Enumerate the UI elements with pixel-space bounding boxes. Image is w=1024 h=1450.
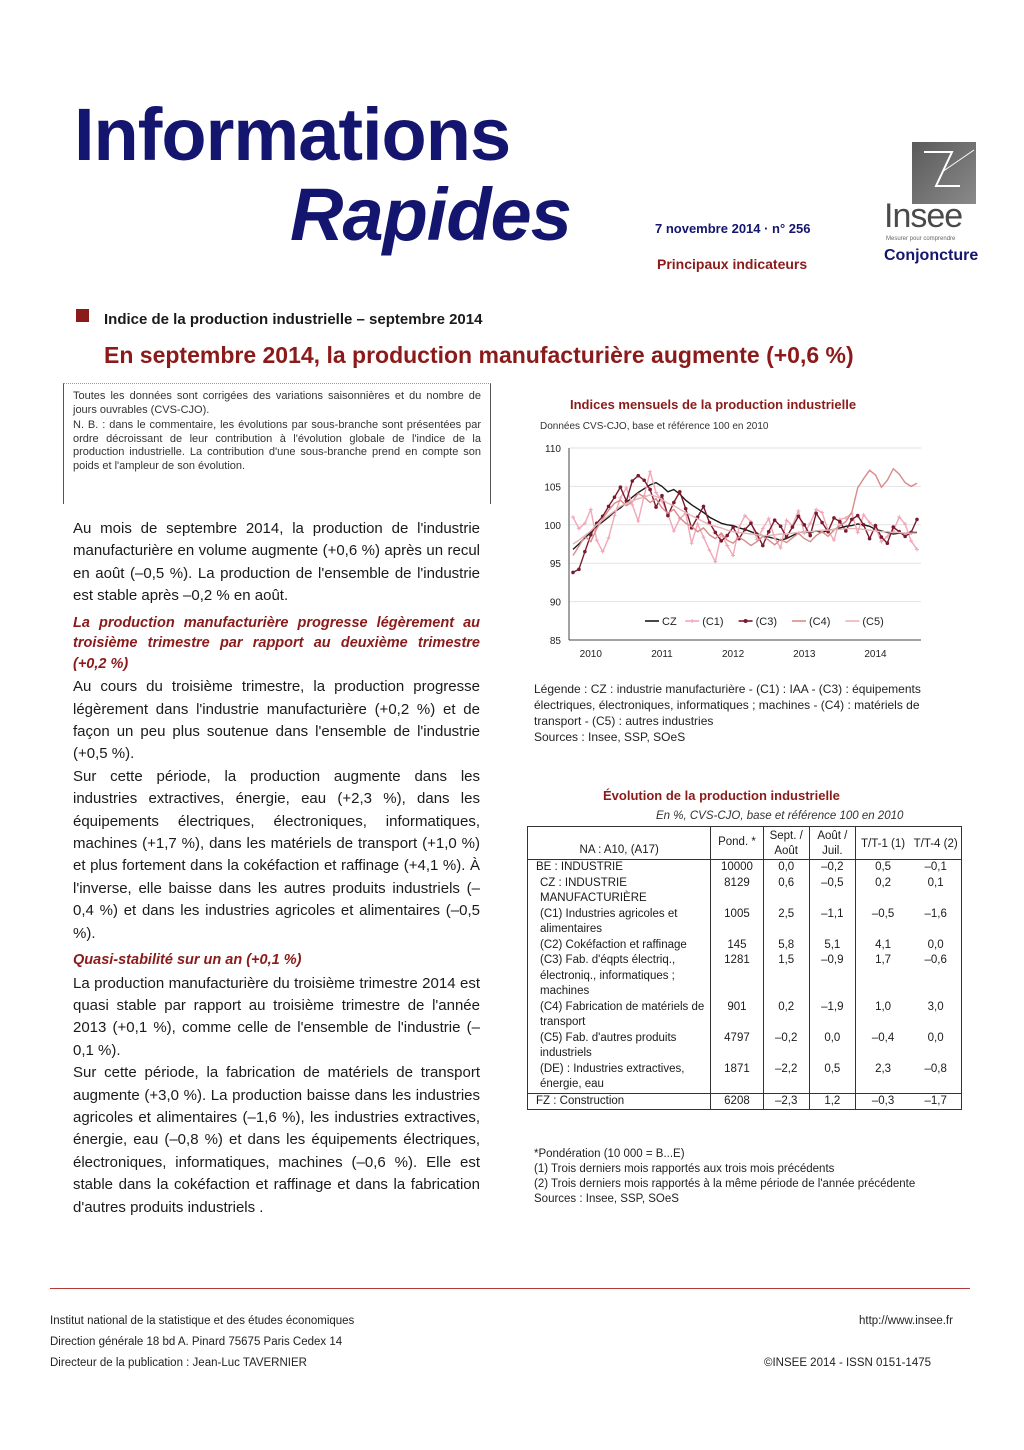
chart-data-point: [868, 537, 872, 541]
table-cell-value: 2,3: [875, 1062, 892, 1075]
table-cell-label: CZ : INDUSTRIE MANUFACTURIÈRE: [528, 876, 711, 907]
chart-data-point: [856, 530, 860, 534]
table-header: Pond. *: [711, 827, 763, 860]
chart-data-point: [803, 523, 807, 527]
table-cell-label: (C2) Cokéfaction et raffinage: [528, 938, 711, 954]
table-sources: Sources : Insee, SSP, SOeS: [534, 1193, 679, 1205]
table-cell-value: 5,8: [763, 938, 809, 954]
table-cell-value: –0,4: [871, 1031, 895, 1044]
chart-legend-label: (C1): [702, 616, 724, 628]
chart-data-point: [648, 488, 652, 492]
chart-data-point: [850, 518, 854, 522]
table-header: T/T-4 (2): [910, 827, 961, 860]
headline: En septembre 2014, la production manufacturière augmente (+0,6 %): [104, 342, 854, 368]
footer-institute: Institut national de la statistique et des études économiques: [50, 1315, 355, 1327]
chart-subtitle: Données CVS-CJO, base et référence 100 en 2010: [540, 421, 769, 432]
chart-legend-swatch: [744, 619, 748, 623]
insee-logo-name: Insee: [884, 197, 963, 235]
table-header: T/T-1 (1): [861, 838, 906, 850]
chart-data-point: [880, 535, 884, 539]
chart-x-tick-label: 2011: [651, 649, 673, 660]
insee-logo-tagline: Mesurer pour comprendre: [886, 236, 956, 242]
table-cell-value: 0,5: [875, 861, 892, 873]
chart-data-point: [702, 505, 706, 509]
production-table: [527, 826, 962, 1110]
table-row: [528, 1000, 962, 1031]
chart-data-point: [808, 534, 812, 538]
footer-divider: [50, 1288, 970, 1289]
chart-data-point: [577, 568, 581, 572]
chart-legend-swatch: [690, 619, 694, 623]
subheading-yearly: Quasi-stabilité sur un an (+0,1 %): [73, 952, 302, 968]
chart-sources: Sources : Insee, SSP, SOeS: [534, 730, 686, 744]
chart-x-tick-label: 2014: [864, 649, 887, 660]
chart-data-point: [648, 470, 652, 474]
chart-data-point: [714, 531, 718, 535]
table-cell-value: 1,5: [763, 953, 809, 1000]
chart-series-line: [573, 469, 917, 556]
table-row: [528, 1062, 962, 1094]
note-paragraph-2: N. B. : dans le commentaire, les évolutions par sous-branche sont présentées par ordre décroissant de leur contribution à l'évolution globale de l'indice de la production industrielle. La contribution d'une sous-branche prend en compte son poids et l'ampleur de son évolution.: [73, 419, 481, 472]
chart-data-point: [886, 541, 890, 545]
chart-data-point: [571, 571, 575, 575]
issue-date: 7 novembre 2014 · n° 256: [655, 221, 811, 236]
chart-legend-note: [534, 681, 944, 745]
table-cell-value: 2,5: [763, 907, 809, 938]
chart-data-point: [761, 544, 765, 548]
table-title: Évolution de la production industrielle: [603, 788, 840, 803]
chart-legend-label: (C5): [862, 616, 884, 628]
chart-data-point: [903, 535, 907, 539]
footer-copyright: ©INSEE 2014 - ISSN 0151-1475: [764, 1357, 932, 1369]
chart-data-point: [862, 523, 866, 527]
table-cell-label: (C1) Industries agricoles et alimentaires: [528, 907, 711, 938]
table-cell-value: 0,0: [809, 1031, 855, 1062]
chart-y-tick-label: 100: [544, 520, 561, 532]
table-header: Sept. / Août: [763, 827, 809, 860]
table-cell-weight: 6208: [711, 1093, 763, 1110]
chart-data-point: [619, 485, 623, 489]
table-cell-value: 0,5: [809, 1062, 855, 1094]
table-cell-label: (C4) Fabrication de matériels de transport: [528, 1000, 711, 1031]
table-cell-value: 5,1: [809, 938, 855, 954]
table-cell-value: –0,3: [871, 1094, 895, 1107]
note-paragraph-1: Toutes les données sont corrigées des variations saisonnières et du nombre de jours ouvrables (CVS-CJO).: [73, 390, 481, 416]
chart-data-point: [678, 490, 682, 494]
table-cell-weight: 4797: [711, 1031, 763, 1062]
article-body: [73, 518, 480, 1219]
chart-data-point: [832, 516, 836, 520]
table-cell-value: 4,1: [875, 938, 892, 951]
chart-data-point: [684, 507, 688, 511]
table-cell-label: BE : INDUSTRIE: [528, 860, 711, 876]
table-cell-label: (C3) Fab. d'éqpts électriq., électroniq., informatiques ; machines: [528, 953, 711, 1000]
table-cell-label: (C5) Fab. d'autres produits industriels: [528, 1031, 711, 1062]
chart-data-point: [613, 514, 617, 518]
chart-data-point: [642, 478, 646, 482]
chart-data-point: [690, 541, 694, 545]
table-row: [528, 938, 962, 954]
table-row: [528, 876, 962, 907]
methodology-note: [63, 383, 491, 504]
chart-data-point: [797, 515, 801, 519]
chart-x-tick-label: 2012: [722, 649, 745, 660]
footer-address: Direction générale 18 bd A. Pinard 75675 Paris Cedex 14: [50, 1336, 343, 1348]
chart-y-tick-label: 95: [549, 559, 561, 571]
body-paragraph: La production manufacturière du troisième trimestre 2014 est quasi stable par rapport au troisième trimestre de l'année 2013 (+0,1 %), comme celle de l'ensemble de l'industrie (–0,1 %).: [73, 974, 480, 1059]
footer-url-link[interactable]: http://www.insee.fr: [859, 1315, 953, 1327]
table-subtitle: En %, CVS-CJO, base et référence 100 en 2010: [656, 810, 904, 822]
intro-paragraph: Au mois de septembre 2014, la production de l'industrie manufacturière en volume augmente (+0,6 %) après un recul en août (–0,5 %). La production de l'ensemble de l'industrie est stable après –0,2 % en août.: [73, 520, 480, 605]
table-cell-weight: 1281: [711, 953, 763, 1000]
table-row: [528, 953, 962, 1000]
footer-director: Directeur de la publication : Jean-Luc TAVERNIER: [50, 1357, 307, 1369]
table-cell-value: 0,2: [763, 1000, 809, 1031]
table-cell-value: 0,1: [910, 876, 961, 907]
chart-data-point: [779, 525, 783, 529]
chart-legend-label: CZ: [662, 616, 677, 628]
table-cell-weight: 145: [711, 938, 763, 954]
table-cell-value: –0,8: [910, 1062, 961, 1094]
chart-legend-text: Légende : CZ : industrie manufacturière - (C1) : IAA - (C3) : équipements électriques, électroniques, informatiques ; machines - (C4) : matériels de transport - (C5) : autres industries: [534, 682, 921, 728]
chart-data-point: [607, 505, 611, 509]
insee-logo-section: Conjoncture: [884, 247, 979, 264]
table-note-weighting: *Pondération (10 000 = B...E): [534, 1148, 685, 1160]
chart-data-point: [725, 534, 729, 538]
chart-data-point: [589, 533, 593, 537]
table-cell-label: FZ : Construction: [528, 1093, 711, 1110]
table-row: [528, 1093, 962, 1110]
table-cell-value: 3,0: [910, 1000, 961, 1031]
chart-data-point: [672, 501, 676, 505]
chart-data-point: [613, 495, 617, 499]
table-cell-value: –1,1: [809, 907, 855, 938]
table-cell-weight: 10000: [711, 860, 763, 876]
chart-title: Indices mensuels de la production industrielle: [570, 397, 857, 412]
table-cell-value: –0,1: [910, 860, 961, 876]
chart-data-point: [785, 535, 789, 539]
chart-data-point: [915, 518, 919, 522]
chart-data-point: [767, 530, 771, 534]
table-row: [528, 907, 962, 938]
table-cell-value: –0,5: [809, 876, 855, 907]
table-cell-value: 0,0: [910, 938, 961, 954]
table-row: [528, 1031, 962, 1062]
table-notes: [534, 1147, 954, 1207]
table-note-1: (1) Trois derniers mois rapportés aux trois mois précédents: [534, 1163, 835, 1175]
table-cell-value: 0,0: [763, 860, 809, 876]
table-cell-value: –1,9: [809, 1000, 855, 1031]
table-cell-value: –0,5: [871, 907, 895, 920]
chart-data-point: [636, 519, 640, 523]
table-header: NA : A10, (A17): [528, 827, 711, 860]
chart-data-point: [820, 521, 824, 525]
table-header: Août / Juil.: [809, 827, 855, 860]
chart-x-tick-label: 2013: [793, 649, 816, 660]
chart-data-point: [773, 518, 777, 522]
body-paragraph: Au cours du troisième trimestre, la production progresse légèrement dans l'industrie manufacturière (+0,2 %) et de façon un peu plus soutenue dans l'ensemble de l'industrie (+0,5 %).: [73, 678, 480, 763]
table-cell-weight: 901: [711, 1000, 763, 1031]
chart-data-point: [838, 520, 842, 524]
chart-data-point: [743, 528, 747, 532]
table-cell-weight: 1871: [711, 1062, 763, 1094]
table-row: [528, 860, 962, 876]
table-cell-label: (DE) : Industries extractives, énergie, eau: [528, 1062, 711, 1094]
table-cell-value: –0,9: [809, 953, 855, 1000]
chart-data-point: [791, 525, 795, 529]
masthead-title: Informations: [74, 93, 511, 176]
chart-data-point: [874, 524, 878, 528]
chart-legend-label: (C4): [809, 616, 831, 628]
table-cell-value: –0,2: [763, 1031, 809, 1062]
chart-data-point: [814, 511, 818, 515]
section-bullet: [76, 309, 89, 322]
chart-data-point: [583, 550, 587, 554]
table-cell-weight: 1005: [711, 907, 763, 938]
chart-data-point: [660, 494, 664, 498]
chart-data-point: [844, 529, 848, 533]
table-cell-value: –2,3: [763, 1093, 809, 1110]
chart-data-point: [891, 525, 895, 529]
table-cell-value: –0,2: [809, 860, 855, 876]
issue-category: Principaux indicateurs: [657, 256, 808, 272]
table-cell-value: 1,7: [875, 954, 892, 966]
table-cell-value: –0,6: [910, 953, 961, 1000]
chart-data-point: [654, 505, 658, 509]
chart-legend-label: (C3): [755, 616, 777, 628]
section-label: Indice de la production industrielle – septembre 2014: [104, 311, 483, 328]
chart-x-tick-label: 2010: [579, 649, 602, 660]
table-cell-value: 0,0: [910, 1031, 961, 1062]
table-cell-weight: 8129: [711, 876, 763, 907]
table-cell-value: 0,6: [763, 876, 809, 907]
chart-data-point: [631, 479, 635, 483]
table-cell-value: –1,7: [910, 1093, 961, 1110]
table-cell-value: –2,2: [763, 1062, 809, 1094]
chart-data-point: [666, 514, 670, 518]
chart-data-point: [607, 536, 611, 540]
chart-y-tick-label: 90: [549, 597, 561, 609]
chart-data-point: [636, 474, 640, 478]
chart-series-line: [573, 495, 917, 544]
chart-y-tick-label: 85: [549, 636, 561, 647]
chart-data-point: [856, 514, 860, 518]
production-index-chart: [527, 436, 937, 666]
chart-y-tick-label: 110: [545, 444, 561, 455]
body-paragraph: Sur cette période, la fabrication de matériels de transport augmente (+3,0 %). La production baisse dans les industries agricoles et alimentaires (–1,6 %), les industries extractives, énergie, eau (–0,8 %) et dans les équipements électriques, électroniques, informatiques, machines (–0,6 %). Elle est stable dans la cokéfaction et raffinage et dans la fabrication d'autres produits industriels .: [73, 1064, 480, 1216]
table-cell-value: –1,6: [910, 907, 961, 938]
chart-data-point: [589, 507, 593, 511]
insee-logo-icon: [912, 142, 976, 204]
table-note-2: (2) Trois derniers mois rapportés à la même période de l'année précédente: [534, 1178, 916, 1190]
chart-data-point: [796, 509, 800, 513]
table-cell-value: 1,2: [809, 1093, 855, 1110]
chart-y-tick-label: 105: [544, 482, 561, 494]
table-cell-value: 1,0: [875, 1000, 892, 1013]
chart-data-point: [719, 539, 723, 543]
table-cell-value: 0,2: [875, 876, 892, 889]
masthead-subtitle: Rapides: [290, 173, 571, 256]
subheading-quarterly: La production manufacturière progresse légèrement au troisième trimestre par rapport au deuxième trimestre (+0,2 %): [73, 614, 480, 672]
body-paragraph: Sur cette période, la production augmente dans les industries extractives, énergie, eau (+2,3 %), dans les équipements électriques, électroniques, informatiques, machines (+1,7 %), dans les matériels de transport (+1,0 %) et plus fortement dans la cokéfaction et raffinage (+4,1 %). À l'inverse, elle baisse dans les autres produits industriels (–0,4 %) et dans les industries agricoles et alimentaires (–0,5 %).: [73, 767, 480, 942]
chart-data-point: [731, 525, 735, 529]
chart-data-point: [749, 521, 753, 525]
